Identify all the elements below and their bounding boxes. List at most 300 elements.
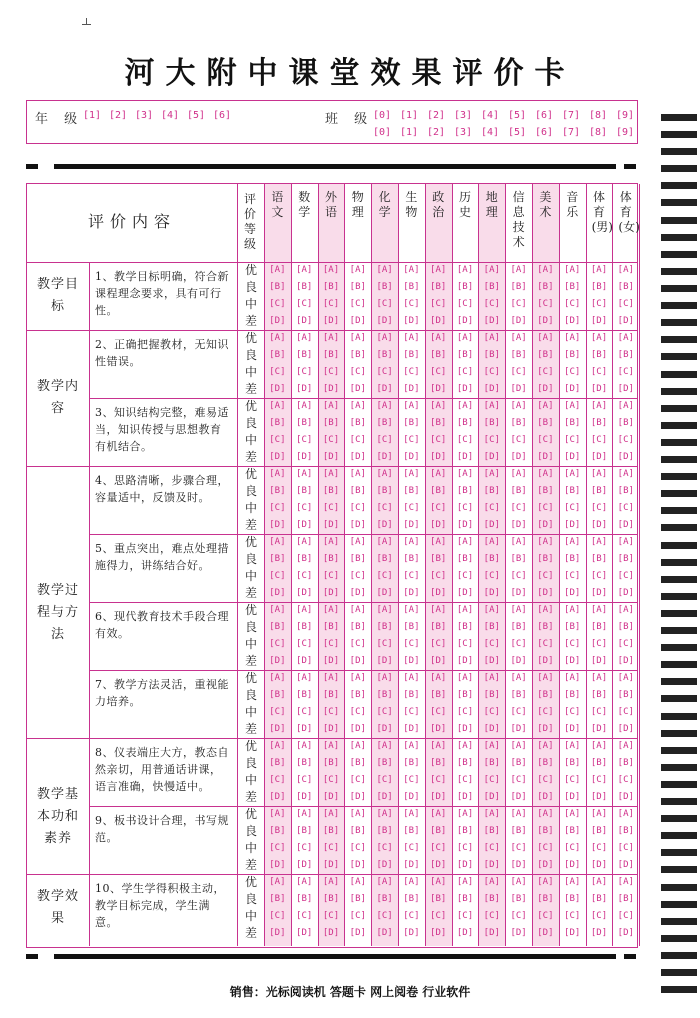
answer-bubble[interactable]: [C] (617, 503, 634, 513)
answer-bubble[interactable]: [D] (296, 860, 313, 870)
answer-bubble[interactable]: [B] (296, 894, 313, 904)
answer-bubble[interactable]: [B] (349, 350, 366, 360)
answer-bubble[interactable]: [D] (376, 588, 393, 598)
answer-bubble[interactable]: [C] (510, 571, 527, 581)
answer-bubble[interactable]: [D] (376, 520, 393, 530)
answer-bubble[interactable]: [A] (456, 469, 474, 479)
answer-bubble[interactable]: [D] (349, 452, 366, 462)
answer-bubble[interactable]: [D] (483, 792, 500, 802)
answer-bubble[interactable]: [D] (376, 452, 393, 462)
answer-bubble[interactable]: [C] (483, 299, 500, 309)
answer-bubble[interactable]: [A] (510, 265, 527, 275)
answer-bubble[interactable]: [A] (510, 605, 527, 615)
class-ones-bubble[interactable]: [3] (454, 127, 473, 138)
answer-bubble[interactable]: [D] (296, 520, 313, 530)
answer-bubble[interactable]: [B] (617, 690, 634, 700)
answer-bubble[interactable]: [B] (456, 826, 474, 836)
answer-bubble[interactable]: [A] (617, 401, 634, 411)
class-ones-bubble[interactable]: [8] (589, 127, 608, 138)
answer-bubble[interactable]: [B] (322, 622, 340, 632)
answer-bubble[interactable]: [A] (590, 673, 608, 683)
answer-bubble[interactable]: [B] (376, 350, 393, 360)
answer-bubble[interactable]: [C] (296, 707, 313, 717)
answer-bubble[interactable]: [D] (269, 588, 286, 598)
answer-bubble[interactable]: [C] (456, 435, 474, 445)
answer-bubble[interactable]: [D] (510, 860, 527, 870)
answer-bubble[interactable]: [D] (430, 452, 447, 462)
answer-bubble[interactable]: [A] (430, 673, 447, 683)
answer-bubble[interactable]: [B] (564, 418, 581, 428)
answer-bubble[interactable]: [C] (296, 435, 313, 445)
answer-bubble[interactable]: [A] (483, 809, 500, 819)
answer-bubble[interactable]: [C] (537, 571, 554, 581)
answer-bubble[interactable]: [D] (537, 656, 554, 666)
answer-bubble[interactable]: [A] (322, 809, 340, 819)
answer-bubble[interactable]: [B] (456, 622, 474, 632)
answer-bubble[interactable]: [C] (483, 435, 500, 445)
answer-bubble[interactable]: [A] (510, 741, 527, 751)
answer-bubble[interactable]: [D] (269, 724, 286, 734)
answer-bubble[interactable]: [C] (510, 435, 527, 445)
answer-bubble[interactable]: [B] (510, 282, 527, 292)
answer-bubble[interactable]: [A] (537, 809, 554, 819)
answer-bubble[interactable]: [A] (349, 401, 366, 411)
answer-bubble[interactable]: [C] (456, 299, 474, 309)
answer-bubble[interactable]: [C] (483, 911, 500, 921)
answer-bubble[interactable]: [C] (376, 911, 393, 921)
answer-bubble[interactable]: [A] (403, 877, 420, 887)
answer-bubble[interactable]: [D] (483, 860, 500, 870)
grade-bubble[interactable]: [5] (187, 110, 206, 121)
answer-bubble[interactable]: [A] (537, 605, 554, 615)
answer-bubble[interactable]: [A] (322, 401, 340, 411)
answer-bubble[interactable]: [A] (403, 333, 420, 343)
answer-bubble[interactable]: [A] (510, 877, 527, 887)
answer-bubble[interactable]: [A] (590, 537, 608, 547)
answer-bubble[interactable]: [A] (617, 333, 634, 343)
answer-bubble[interactable]: [A] (617, 673, 634, 683)
answer-bubble[interactable]: [B] (456, 282, 474, 292)
answer-bubble[interactable]: [B] (430, 554, 447, 564)
grade-bubble[interactable]: [4] (161, 110, 180, 121)
answer-bubble[interactable]: [B] (376, 690, 393, 700)
answer-bubble[interactable]: [D] (510, 724, 527, 734)
answer-bubble[interactable]: [A] (269, 265, 286, 275)
answer-bubble[interactable]: [D] (456, 384, 474, 394)
answer-bubble[interactable]: [C] (617, 707, 634, 717)
answer-bubble[interactable]: [C] (564, 367, 581, 377)
answer-bubble[interactable]: [D] (269, 384, 286, 394)
answer-bubble[interactable]: [B] (537, 894, 554, 904)
answer-bubble[interactable]: [C] (510, 299, 527, 309)
answer-bubble[interactable]: [B] (590, 894, 608, 904)
answer-bubble[interactable]: [B] (349, 282, 366, 292)
answer-bubble[interactable]: [D] (564, 724, 581, 734)
answer-bubble[interactable]: [B] (456, 894, 474, 904)
answer-bubble[interactable]: [C] (376, 367, 393, 377)
answer-bubble[interactable]: [B] (510, 350, 527, 360)
class-ones-bubble[interactable]: [9] (616, 127, 635, 138)
answer-bubble[interactable]: [C] (430, 639, 447, 649)
answer-bubble[interactable]: [B] (430, 418, 447, 428)
answer-bubble[interactable]: [D] (430, 384, 447, 394)
answer-bubble[interactable]: [A] (564, 333, 581, 343)
grade-bubble[interactable]: [6] (213, 110, 232, 121)
answer-bubble[interactable]: [D] (403, 928, 420, 938)
answer-bubble[interactable]: [C] (617, 775, 634, 785)
answer-bubble[interactable]: [C] (322, 639, 340, 649)
answer-bubble[interactable]: [C] (403, 367, 420, 377)
answer-bubble[interactable]: [A] (617, 605, 634, 615)
answer-bubble[interactable]: [A] (322, 537, 340, 547)
answer-bubble[interactable]: [D] (590, 724, 608, 734)
answer-bubble[interactable]: [D] (564, 928, 581, 938)
answer-bubble[interactable]: [A] (349, 673, 366, 683)
answer-bubble[interactable]: [B] (617, 554, 634, 564)
answer-bubble[interactable]: [C] (537, 299, 554, 309)
answer-bubble[interactable]: [C] (322, 775, 340, 785)
answer-bubble[interactable]: [D] (349, 384, 366, 394)
answer-bubble[interactable]: [D] (322, 452, 340, 462)
answer-bubble[interactable]: [D] (617, 656, 634, 666)
answer-bubble[interactable]: [A] (296, 265, 313, 275)
answer-bubble[interactable]: [C] (564, 571, 581, 581)
answer-bubble[interactable]: [D] (617, 384, 634, 394)
answer-bubble[interactable]: [B] (537, 554, 554, 564)
answer-bubble[interactable]: [A] (537, 673, 554, 683)
answer-bubble[interactable]: [A] (483, 673, 500, 683)
answer-bubble[interactable]: [C] (349, 571, 366, 581)
answer-bubble[interactable]: [A] (590, 401, 608, 411)
answer-bubble[interactable]: [C] (296, 639, 313, 649)
answer-bubble[interactable]: [C] (590, 299, 608, 309)
answer-bubble[interactable]: [A] (510, 673, 527, 683)
answer-bubble[interactable]: [D] (376, 792, 393, 802)
answer-bubble[interactable]: [B] (430, 894, 447, 904)
answer-bubble[interactable]: [D] (403, 724, 420, 734)
answer-bubble[interactable]: [A] (269, 401, 286, 411)
answer-bubble[interactable]: [B] (349, 758, 366, 768)
answer-bubble[interactable]: [C] (349, 435, 366, 445)
answer-bubble[interactable]: [D] (403, 860, 420, 870)
answer-bubble[interactable]: [A] (456, 401, 474, 411)
answer-bubble[interactable]: [A] (510, 809, 527, 819)
answer-bubble[interactable]: [A] (376, 605, 393, 615)
answer-bubble[interactable]: [D] (376, 860, 393, 870)
answer-bubble[interactable]: [B] (403, 690, 420, 700)
answer-bubble[interactable]: [B] (510, 486, 527, 496)
answer-bubble[interactable]: [D] (349, 520, 366, 530)
answer-bubble[interactable]: [D] (322, 928, 340, 938)
answer-bubble[interactable]: [A] (564, 469, 581, 479)
answer-bubble[interactable]: [A] (617, 537, 634, 547)
answer-bubble[interactable]: [D] (430, 520, 447, 530)
answer-bubble[interactable]: [B] (590, 418, 608, 428)
answer-bubble[interactable]: [A] (296, 469, 313, 479)
answer-bubble[interactable]: [D] (349, 316, 366, 326)
answer-bubble[interactable]: [C] (537, 707, 554, 717)
answer-bubble[interactable]: [A] (456, 673, 474, 683)
answer-bubble[interactable]: [A] (349, 741, 366, 751)
answer-bubble[interactable]: [D] (617, 860, 634, 870)
answer-bubble[interactable]: [A] (430, 741, 447, 751)
answer-bubble[interactable]: [D] (537, 724, 554, 734)
answer-bubble[interactable]: [A] (376, 809, 393, 819)
class-tens-bubble[interactable]: [0] (373, 110, 392, 121)
answer-bubble[interactable]: [D] (537, 520, 554, 530)
answer-bubble[interactable]: [D] (510, 384, 527, 394)
answer-bubble[interactable]: [B] (456, 350, 474, 360)
grade-bubble[interactable]: [2] (109, 110, 128, 121)
answer-bubble[interactable]: [B] (403, 418, 420, 428)
answer-bubble[interactable]: [B] (269, 554, 286, 564)
answer-bubble[interactable]: [B] (349, 554, 366, 564)
class-ones-bubble[interactable]: [4] (481, 127, 500, 138)
answer-bubble[interactable]: [D] (564, 452, 581, 462)
answer-bubble[interactable]: [D] (564, 520, 581, 530)
class-tens-bubble[interactable]: [3] (454, 110, 473, 121)
answer-bubble[interactable]: [B] (322, 894, 340, 904)
answer-bubble[interactable]: [D] (403, 384, 420, 394)
answer-bubble[interactable]: [A] (269, 741, 286, 751)
answer-bubble[interactable]: [D] (510, 588, 527, 598)
answer-bubble[interactable]: [B] (349, 826, 366, 836)
answer-bubble[interactable]: [D] (430, 316, 447, 326)
grade-bubble[interactable]: [1] (83, 110, 102, 121)
answer-bubble[interactable]: [C] (403, 503, 420, 513)
answer-bubble[interactable]: [D] (430, 588, 447, 598)
answer-bubble[interactable]: [D] (564, 792, 581, 802)
answer-bubble[interactable]: [A] (590, 877, 608, 887)
answer-bubble[interactable]: [D] (403, 316, 420, 326)
answer-bubble[interactable]: [D] (510, 316, 527, 326)
answer-bubble[interactable]: [B] (537, 486, 554, 496)
answer-bubble[interactable]: [C] (296, 299, 313, 309)
answer-bubble[interactable]: [B] (322, 554, 340, 564)
answer-bubble[interactable]: [A] (510, 401, 527, 411)
answer-bubble[interactable]: [D] (430, 928, 447, 938)
answer-bubble[interactable]: [C] (269, 299, 286, 309)
class-tens-bubble[interactable]: [8] (589, 110, 608, 121)
answer-bubble[interactable]: [C] (483, 503, 500, 513)
answer-bubble[interactable]: [D] (296, 588, 313, 598)
answer-bubble[interactable]: [B] (430, 350, 447, 360)
answer-bubble[interactable]: [D] (590, 588, 608, 598)
answer-bubble[interactable]: [C] (403, 843, 420, 853)
answer-bubble[interactable]: [D] (456, 452, 474, 462)
answer-bubble[interactable]: [A] (376, 673, 393, 683)
answer-bubble[interactable]: [A] (456, 605, 474, 615)
answer-bubble[interactable]: [D] (483, 520, 500, 530)
answer-bubble[interactable]: [C] (376, 639, 393, 649)
answer-bubble[interactable]: [B] (510, 826, 527, 836)
answer-bubble[interactable]: [C] (322, 435, 340, 445)
answer-bubble[interactable]: [D] (456, 588, 474, 598)
answer-bubble[interactable]: [A] (456, 333, 474, 343)
answer-bubble[interactable]: [B] (403, 758, 420, 768)
answer-bubble[interactable]: [A] (403, 401, 420, 411)
answer-bubble[interactable]: [B] (510, 894, 527, 904)
answer-bubble[interactable]: [A] (483, 265, 500, 275)
answer-bubble[interactable]: [B] (590, 554, 608, 564)
answer-bubble[interactable]: [A] (349, 537, 366, 547)
answer-bubble[interactable]: [A] (483, 401, 500, 411)
answer-bubble[interactable]: [B] (430, 690, 447, 700)
answer-bubble[interactable]: [A] (564, 741, 581, 751)
answer-bubble[interactable]: [A] (430, 877, 447, 887)
answer-bubble[interactable]: [D] (617, 928, 634, 938)
answer-bubble[interactable]: [C] (456, 639, 474, 649)
answer-bubble[interactable]: [C] (430, 911, 447, 921)
answer-bubble[interactable]: [B] (376, 894, 393, 904)
answer-bubble[interactable]: [A] (376, 741, 393, 751)
answer-bubble[interactable]: [D] (456, 860, 474, 870)
answer-bubble[interactable]: [D] (590, 792, 608, 802)
answer-bubble[interactable]: [C] (349, 639, 366, 649)
answer-bubble[interactable]: [C] (269, 911, 286, 921)
answer-bubble[interactable]: [D] (430, 860, 447, 870)
answer-bubble[interactable]: [B] (403, 894, 420, 904)
answer-bubble[interactable]: [C] (510, 911, 527, 921)
answer-bubble[interactable]: [A] (403, 605, 420, 615)
answer-bubble[interactable]: [D] (510, 928, 527, 938)
answer-bubble[interactable]: [B] (617, 282, 634, 292)
answer-bubble[interactable]: [B] (483, 418, 500, 428)
answer-bubble[interactable]: [A] (296, 877, 313, 887)
answer-bubble[interactable]: [C] (590, 367, 608, 377)
answer-bubble[interactable]: [A] (590, 741, 608, 751)
answer-bubble[interactable]: [C] (430, 571, 447, 581)
answer-bubble[interactable]: [D] (349, 724, 366, 734)
answer-bubble[interactable]: [D] (564, 384, 581, 394)
answer-bubble[interactable]: [D] (269, 860, 286, 870)
answer-bubble[interactable]: [D] (296, 316, 313, 326)
answer-bubble[interactable]: [C] (430, 707, 447, 717)
answer-bubble[interactable]: [B] (296, 690, 313, 700)
answer-bubble[interactable]: [D] (349, 928, 366, 938)
answer-bubble[interactable]: [A] (564, 401, 581, 411)
answer-bubble[interactable]: [C] (456, 843, 474, 853)
answer-bubble[interactable]: [A] (617, 469, 634, 479)
answer-bubble[interactable]: [C] (510, 367, 527, 377)
answer-bubble[interactable]: [B] (456, 758, 474, 768)
answer-bubble[interactable]: [D] (296, 792, 313, 802)
answer-bubble[interactable]: [D] (617, 724, 634, 734)
answer-bubble[interactable]: [B] (269, 282, 286, 292)
answer-bubble[interactable]: [D] (296, 656, 313, 666)
answer-bubble[interactable]: [A] (483, 333, 500, 343)
answer-bubble[interactable]: [B] (537, 826, 554, 836)
answer-bubble[interactable]: [A] (349, 265, 366, 275)
answer-bubble[interactable]: [D] (376, 928, 393, 938)
answer-bubble[interactable]: [D] (403, 792, 420, 802)
answer-bubble[interactable]: [C] (510, 503, 527, 513)
answer-bubble[interactable]: [C] (430, 367, 447, 377)
answer-bubble[interactable]: [D] (269, 316, 286, 326)
answer-bubble[interactable]: [C] (590, 503, 608, 513)
answer-bubble[interactable]: [B] (564, 282, 581, 292)
answer-bubble[interactable]: [B] (376, 826, 393, 836)
answer-bubble[interactable]: [C] (430, 435, 447, 445)
answer-bubble[interactable]: [B] (269, 418, 286, 428)
answer-bubble[interactable]: [B] (349, 486, 366, 496)
answer-bubble[interactable]: [D] (456, 792, 474, 802)
answer-bubble[interactable]: [A] (322, 673, 340, 683)
answer-bubble[interactable]: [B] (349, 418, 366, 428)
answer-bubble[interactable]: [A] (322, 877, 340, 887)
answer-bubble[interactable]: [D] (564, 588, 581, 598)
answer-bubble[interactable]: [A] (376, 537, 393, 547)
answer-bubble[interactable]: [B] (617, 622, 634, 632)
answer-bubble[interactable]: [C] (510, 639, 527, 649)
answer-bubble[interactable]: [B] (296, 826, 313, 836)
answer-bubble[interactable]: [B] (456, 486, 474, 496)
answer-bubble[interactable]: [A] (537, 741, 554, 751)
answer-bubble[interactable]: [C] (564, 843, 581, 853)
answer-bubble[interactable]: [A] (296, 333, 313, 343)
answer-bubble[interactable]: [D] (403, 588, 420, 598)
answer-bubble[interactable]: [A] (349, 605, 366, 615)
answer-bubble[interactable]: [A] (456, 537, 474, 547)
answer-bubble[interactable]: [B] (403, 282, 420, 292)
answer-bubble[interactable]: [D] (349, 588, 366, 598)
answer-bubble[interactable]: [C] (349, 707, 366, 717)
answer-bubble[interactable]: [B] (322, 350, 340, 360)
answer-bubble[interactable]: [A] (376, 401, 393, 411)
answer-bubble[interactable]: [C] (430, 843, 447, 853)
answer-bubble[interactable]: [A] (269, 537, 286, 547)
answer-bubble[interactable]: [C] (590, 639, 608, 649)
answer-bubble[interactable]: [C] (403, 435, 420, 445)
answer-bubble[interactable]: [D] (296, 724, 313, 734)
answer-bubble[interactable]: [D] (456, 656, 474, 666)
answer-bubble[interactable]: [B] (269, 486, 286, 496)
answer-bubble[interactable]: [C] (269, 775, 286, 785)
answer-bubble[interactable]: [C] (296, 843, 313, 853)
answer-bubble[interactable]: [B] (456, 554, 474, 564)
grade-bubble[interactable]: [3] (135, 110, 154, 121)
answer-bubble[interactable]: [B] (483, 554, 500, 564)
answer-bubble[interactable]: [B] (537, 690, 554, 700)
answer-bubble[interactable]: [A] (617, 265, 634, 275)
answer-bubble[interactable]: [D] (430, 656, 447, 666)
answer-bubble[interactable]: [A] (403, 537, 420, 547)
answer-bubble[interactable]: [D] (456, 928, 474, 938)
answer-bubble[interactable]: [C] (269, 843, 286, 853)
answer-bubble[interactable]: [D] (456, 724, 474, 734)
answer-bubble[interactable]: [B] (617, 894, 634, 904)
answer-bubble[interactable]: [A] (617, 741, 634, 751)
answer-bubble[interactable]: [D] (430, 792, 447, 802)
answer-bubble[interactable]: [A] (296, 809, 313, 819)
answer-bubble[interactable]: [B] (510, 690, 527, 700)
answer-bubble[interactable]: [D] (483, 452, 500, 462)
answer-bubble[interactable]: [A] (349, 333, 366, 343)
answer-bubble[interactable]: [B] (296, 622, 313, 632)
answer-bubble[interactable]: [A] (537, 401, 554, 411)
answer-bubble[interactable]: [A] (483, 741, 500, 751)
answer-bubble[interactable]: [C] (376, 435, 393, 445)
answer-bubble[interactable]: [C] (510, 775, 527, 785)
answer-bubble[interactable]: [D] (510, 792, 527, 802)
answer-bubble[interactable]: [B] (483, 486, 500, 496)
answer-bubble[interactable]: [A] (590, 809, 608, 819)
answer-bubble[interactable]: [B] (564, 894, 581, 904)
answer-bubble[interactable]: [A] (537, 877, 554, 887)
answer-bubble[interactable]: [D] (564, 656, 581, 666)
answer-bubble[interactable]: [D] (483, 588, 500, 598)
answer-bubble[interactable]: [C] (617, 911, 634, 921)
